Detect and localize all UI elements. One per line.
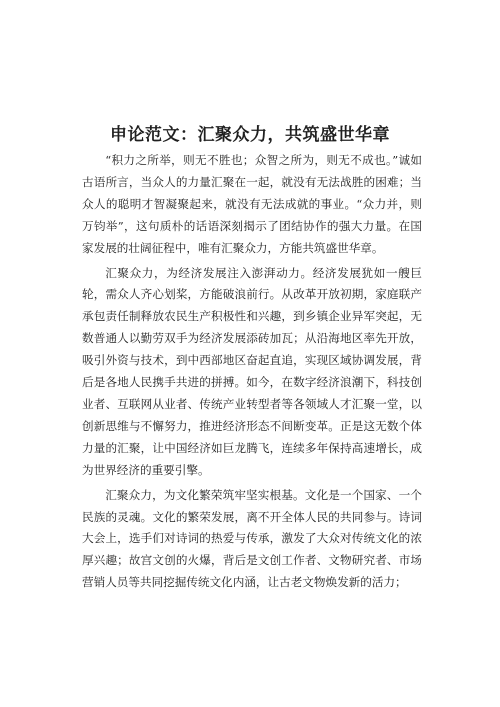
document-title: 申论范文：汇聚众力，共筑盛世华章 [110,125,390,145]
paragraph-1: “积力之所举，则无不胜也；众智之所为，则无不成也。”诚如古语所言，当众人的力量汇聚在一起，就没有无法战胜的困难；当众人的聪明才智凝聚起来，就没有无法成就的事业。“众力并，则万钧举”，这句质朴的话语深刻揭示了团结协作的强大力量。在国家发展的壮阔征程中，唯有汇聚众力，方能共筑盛世华章。 [82,153,422,255]
paragraph-2: 汇聚众力，为经济发展注入澎湃动力。经济发展犹如一艘巨轮，需众人齐心划桨，方能破浪前行。从改革开放初期，家庭联产承包责任制释放农民生产积极性和兴趣，到乡镇企业异军突起，无数普通人以勤劳双手为经济发展添砖加瓦；从沿海地区率先开放，吸引外资与技术，到中西部地区奋起直追，实现区域协调发展，背后是各地人民携手共进的拼搏。如今，在数字经济浪潮下，科技创业者、互联网从业者、传统产业转型者等各领域人才汇聚一堂，以创新思维与不懈努力，推进经济形态不间断变革。正是这无数个体力量的汇聚，让中国经济如巨龙腾飞，连续多年保持高速增长，成为世界经济的重要引擎。 [82,265,422,477]
paragraph-3: 汇聚众力，为文化繁荣筑牢坚实根基。文化是一个国家、一个民族的灵魂。文化的繁荣发展，离不开全体人民的共同参与。诗词大会上，选手们对诗词的热爱与传承，激发了大众对传统文化的浓厚兴趣；故宫文创的火爆，背后是文创工作者、文物研究者、市场营销人员等共同挖掘传统文化内涵，让古老文物焕发新的活力； [82,487,422,590]
document-body [82,150,422,597]
